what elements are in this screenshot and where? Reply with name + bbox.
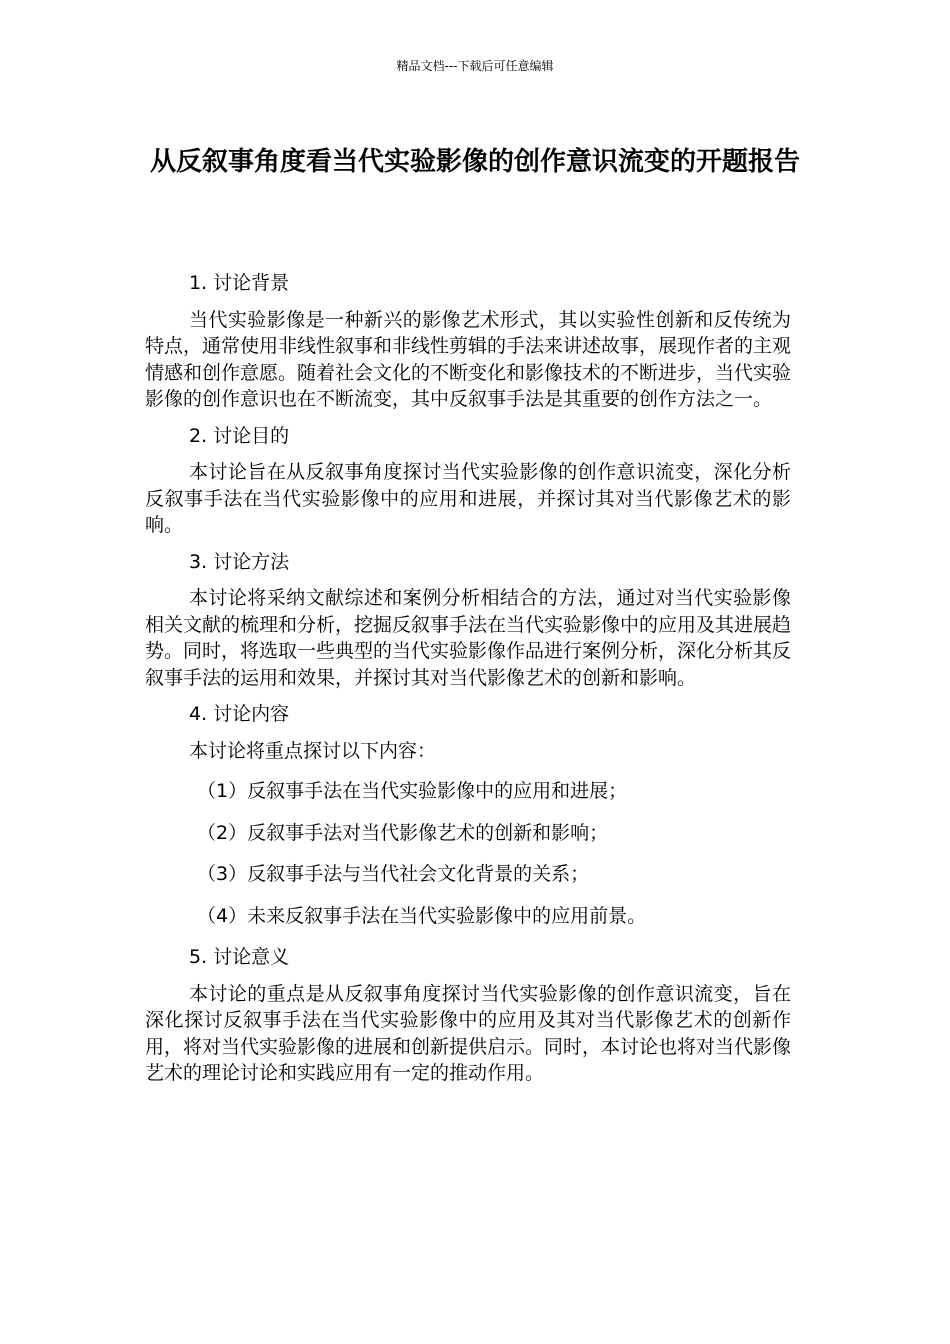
section-heading-purpose: 2. 讨论目的 xyxy=(189,424,290,447)
list-item: （1）反叙事手法在当代实验影像中的应用和进展； xyxy=(197,780,628,802)
section-paragraph-purpose: 本讨论旨在从反叙事角度探讨当代实验影像的创作意识流变，深化分析反叙事手法在当代实验影像中的应用和进展，并探讨其对当代影像艺术的影响。 xyxy=(145,461,791,536)
section-paragraph-background: 当代实验影像是一种新兴的影像艺术形式，其以实验性创新和反传统为特点，通常使用非线性叙事和非线性剪辑的手法来讲述故事，展现作者的主观情感和创作意愿。随着社会文化的不断变化和影像技术的不断进步，当代实验影像的创作意识也在不断流变，其中反叙事手法是其重要的创作方法之一。 xyxy=(145,308,792,410)
page-header: 精品文档---下载后可任意编辑 xyxy=(396,59,554,73)
section-paragraph-method: 本讨论将采纳文献综述和案例分析相结合的方法，通过对当代实验影像相关文献的梳理和分析，挖掘反叙事手法在当代实验影像中的应用及其进展趋势。同时，将选取一些典型的当代实验影像作品进行案例分析，深化分析其反叙事手法的运用和效果，并探讨其对当代影像艺术的创新和影响。 xyxy=(145,587,792,689)
section-heading-content: 4. 讨论内容 xyxy=(189,703,290,725)
section-intro-content: 本讨论将重点探讨以下内容： xyxy=(189,739,437,762)
list-item: （3）反叙事手法与当代社会文化背景的关系； xyxy=(197,863,590,885)
section-paragraph-significance: 本讨论的重点是从反叙事角度探讨当代实验影像的创作意识流变，旨在深化探讨反叙事手法在当代实验影像中的应用及其对当代影像艺术的创新作用，将对当代实验影像的进展和创新提供启示。同时，本讨论也将对当代影像艺术的理论讨论和实践应用有一定的推动作用。 xyxy=(145,982,792,1084)
section-heading-significance: 5. 讨论意义 xyxy=(189,946,290,968)
list-item: （4）未来反叙事手法在当代实验影像中的应用前景。 xyxy=(197,904,647,927)
document-body xyxy=(145,270,791,1097)
document-title: 从反叙事角度看当代实验影像的创作意识流变的开题报告 xyxy=(149,147,800,177)
section-heading-background: 1. 讨论背景 xyxy=(189,272,290,294)
section-heading-method: 3. 讨论方法 xyxy=(189,550,290,573)
list-item: （2）反叙事手法对当代影像艺术的创新和影响； xyxy=(197,821,609,844)
